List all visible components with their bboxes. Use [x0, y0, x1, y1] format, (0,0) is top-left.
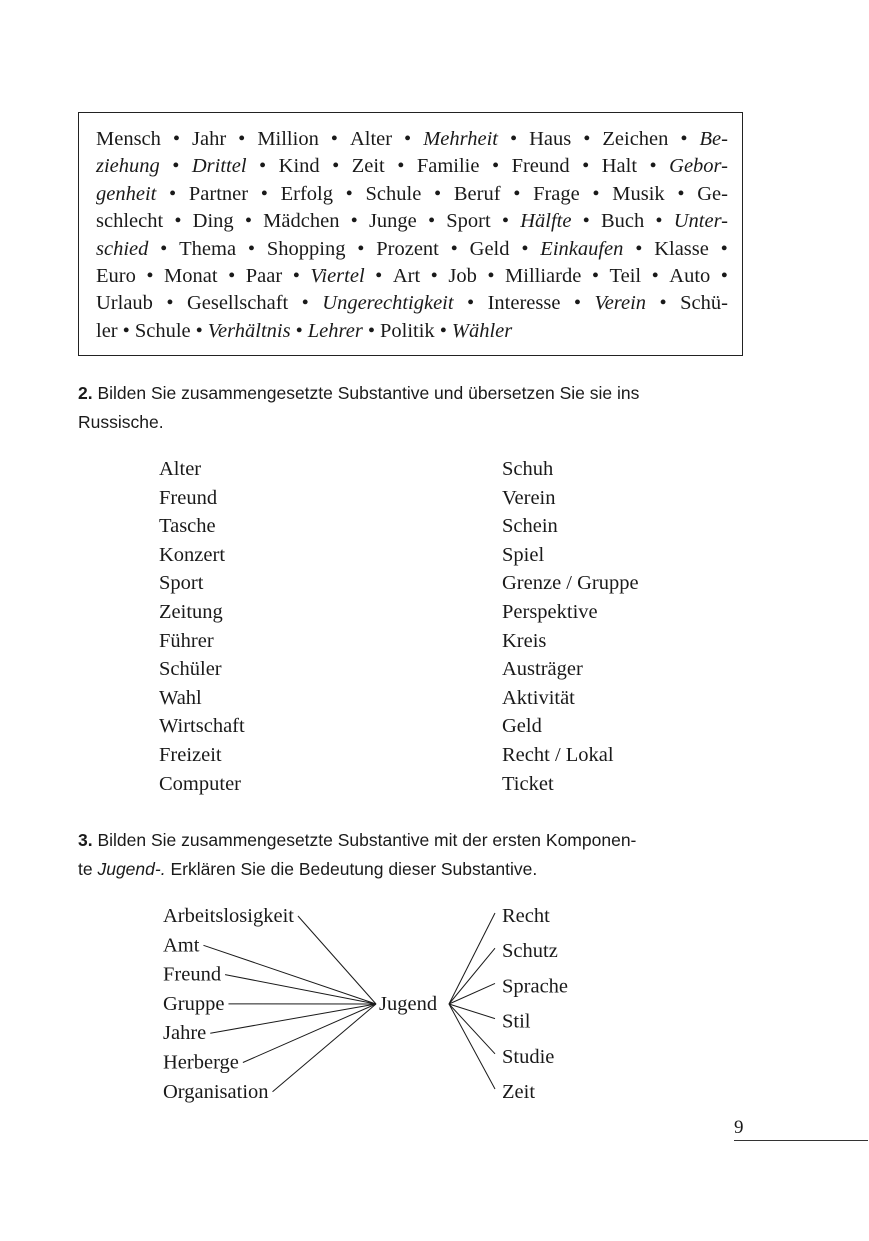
bullet-separator: •: [345, 182, 353, 205]
vocabulary-word: Schü-: [680, 292, 728, 315]
bullet-separator: •: [501, 210, 510, 233]
jugend-left-word: Jahre: [163, 1022, 207, 1045]
bullet-separator: •: [487, 264, 495, 287]
vocabulary-word: Mädchen: [263, 210, 340, 233]
bullet-separator: •: [651, 264, 659, 287]
vocabulary-word: ziehung: [96, 155, 160, 178]
bullet-separator: •: [146, 264, 154, 287]
bullet-separator: •: [244, 210, 253, 233]
bullet-separator: •: [122, 319, 130, 342]
jugend-right-word: Schutz: [502, 940, 558, 963]
task-2-left-word: Computer: [159, 772, 241, 795]
task-2-left-word: Tasche: [159, 515, 216, 538]
bullet-separator: •: [430, 264, 438, 287]
task-2-left-word: Freund: [159, 486, 218, 509]
bullet-separator: •: [397, 155, 405, 178]
bullet-separator: •: [295, 319, 303, 342]
task-2-left-word: Sport: [159, 572, 204, 595]
task-2-left-word: Wahl: [159, 686, 202, 709]
bullet-separator: •: [521, 237, 529, 260]
task-2-right-word: Grenze / Gruppe: [502, 572, 639, 595]
bullet-separator: •: [404, 128, 412, 150]
bullet-separator: •: [367, 319, 375, 342]
task-2-right-word: Geld: [502, 715, 542, 738]
bullet-separator: •: [573, 292, 582, 315]
bullet-separator: •: [649, 155, 657, 178]
jugend-center-word: Jugend: [379, 993, 438, 1015]
bullet-separator: •: [375, 264, 383, 287]
vocabulary-word: Verhältnis: [207, 319, 291, 342]
vocabulary-word: Schule: [365, 182, 422, 205]
bullet-separator: •: [433, 182, 442, 205]
vocabulary-word: Alter: [349, 128, 393, 150]
bullet-separator: •: [330, 128, 338, 150]
bullet-separator: •: [174, 210, 182, 233]
connector-line: [273, 1004, 376, 1092]
vocabulary-word: Euro: [96, 264, 136, 287]
jugend-right-word: Zeit: [502, 1081, 536, 1103]
task-2-text-line1: Bilden Sie zusammengesetzte Substantive und übersetzen Sie sie ins: [97, 383, 640, 403]
task-2-right-word: Austräger: [502, 658, 583, 681]
task-2-right-word: Recht / Lokal: [502, 743, 614, 766]
task-3-text-line1: Bilden Sie zusammengesetzte Substantive mit der ersten Komponen-: [97, 830, 637, 850]
vocabulary-word: Ge-: [697, 182, 728, 205]
vocabulary-word: Prozent: [376, 237, 439, 260]
vocabulary-word: Auto: [669, 264, 711, 287]
jugend-left-word: Organisation: [163, 1080, 269, 1103]
task-2-number: 2.: [78, 383, 93, 403]
vocabulary-word: Teil: [609, 264, 642, 287]
task-2-text-line2: Russische.: [78, 412, 164, 432]
vocabulary-word: Shopping: [266, 237, 346, 260]
vocabulary-word: Million: [257, 128, 319, 150]
vocabulary-word: Zeit: [351, 155, 385, 178]
bullet-separator: •: [238, 128, 246, 150]
bullet-separator: •: [172, 155, 180, 178]
bullet-separator: •: [450, 237, 458, 260]
bullet-separator: •: [427, 210, 436, 233]
vocabulary-word: Job: [448, 264, 477, 287]
jugend-left-word: Herberge: [163, 1051, 239, 1074]
bullet-separator: •: [195, 319, 203, 342]
vocabulary-word: Freund: [511, 155, 570, 178]
jugend-right-word: Stil: [502, 1010, 531, 1033]
bullet-separator: •: [292, 264, 300, 287]
vocabulary-word: schied: [96, 237, 149, 260]
bullet-separator: •: [172, 128, 181, 150]
bullet-separator: •: [228, 264, 236, 287]
bullet-separator: •: [301, 292, 309, 315]
task-2-left-word: Führer: [159, 629, 214, 652]
bullet-separator: •: [635, 237, 643, 260]
vocabulary-word: Gebor-: [669, 155, 728, 178]
bullet-separator: •: [166, 292, 174, 315]
vocabulary-word: Erfolg: [280, 182, 333, 205]
task-2-left-word: Zeitung: [159, 600, 223, 623]
connector-line: [243, 1004, 376, 1063]
vocabulary-word: Buch: [600, 210, 645, 233]
vocabulary-word: Kind: [278, 155, 320, 178]
vocabulary-word: Sport: [446, 210, 491, 233]
bullet-separator: •: [583, 128, 591, 150]
vocabulary-word: genheit: [96, 182, 157, 205]
vocabulary-word: Ding: [192, 210, 234, 233]
connector-line: [449, 983, 495, 1004]
task-2-right-word: Perspektive: [502, 600, 598, 623]
vocabulary-word: Junge: [368, 210, 417, 233]
bullet-separator: •: [491, 155, 500, 178]
bullet-separator: •: [677, 182, 685, 205]
bullet-separator: •: [513, 182, 521, 205]
vocabulary-word: Drittel: [191, 155, 247, 178]
task-2-left-word: Freizeit: [159, 743, 222, 766]
vocabulary-word: Wähler: [451, 319, 513, 342]
bullet-separator: •: [659, 292, 667, 315]
vocabulary-word: Paar: [245, 264, 283, 287]
bullet-separator: •: [582, 210, 590, 233]
task-2-left-word: Schüler: [159, 658, 222, 681]
vocabulary-word: ler: [96, 319, 118, 342]
vocabulary-word: Unter-: [673, 210, 728, 233]
bullet-separator: •: [350, 210, 358, 233]
connector-line: [449, 948, 495, 1004]
vocabulary-word: Halt: [601, 155, 638, 178]
vocabulary-word: Schule: [134, 319, 191, 342]
jugend-left-word: Amt: [163, 934, 200, 957]
vocabulary-word: Partner: [188, 182, 249, 205]
vocabulary-word: Monat: [164, 264, 218, 287]
vocabulary-word: Haus: [529, 128, 572, 150]
jugend-right-word: Recht: [502, 905, 550, 927]
vocabulary-word: Einkaufen: [540, 237, 624, 260]
task-2-right-word: Verein: [502, 486, 556, 509]
bullet-separator: •: [260, 182, 268, 205]
vocabulary-word: Politik: [380, 319, 435, 342]
bullet-separator: •: [592, 182, 600, 205]
jugend-right-word: Sprache: [502, 975, 569, 998]
vocabulary-word: Thema: [179, 237, 237, 260]
task-2-right-word: Kreis: [502, 629, 547, 652]
bullet-separator: •: [680, 128, 688, 150]
vocabulary-word: Interesse: [487, 292, 561, 315]
vocabulary-word: Familie: [416, 155, 480, 178]
vocabulary-word: Mehrheit: [423, 128, 498, 150]
vocabulary-word: Beruf: [453, 182, 501, 205]
vocabulary-word: Ungerechtigkeit: [322, 292, 454, 315]
task-3-text-prefix: te: [78, 859, 98, 879]
connector-line: [449, 913, 495, 1004]
task-2-right-word: Aktivität: [502, 686, 575, 709]
bullet-separator: •: [259, 155, 267, 178]
task-3-component: Jugend-.: [97, 859, 166, 879]
task-2-right-word: Spiel: [502, 543, 545, 566]
vocabulary-word: Viertel: [310, 264, 365, 287]
task-2-right-word: Schein: [502, 515, 558, 538]
jugend-right-word: Studie: [502, 1045, 555, 1068]
vocabulary-word: Urlaub: [96, 292, 153, 315]
task-2-left-word: Alter: [159, 458, 202, 480]
jugend-left-word: Arbeitslosigkeit: [163, 905, 294, 927]
bullet-separator: •: [357, 237, 365, 260]
vocabulary-word: Geld: [469, 237, 510, 260]
bullet-separator: •: [169, 182, 177, 205]
vocabulary-word: Be-: [699, 128, 728, 150]
bullet-separator: •: [160, 237, 168, 260]
vocabulary-word: Mensch: [96, 128, 161, 150]
bullet-separator: •: [720, 264, 728, 287]
task-2-left-word: Wirtschaft: [159, 715, 245, 738]
vocabulary-word: Verein: [594, 292, 647, 315]
vocabulary-word: Hälfte: [520, 210, 572, 233]
vocabulary-word: Gesellschaft: [186, 292, 289, 315]
bullet-separator: •: [509, 128, 518, 150]
page-number-rule: [734, 1140, 868, 1141]
vocabulary-word: Milliarde: [505, 264, 582, 287]
vocabulary-word: schlecht: [96, 210, 164, 233]
bullet-separator: •: [247, 237, 256, 260]
bullet-separator: •: [332, 155, 340, 178]
task-2-left-word: Konzert: [159, 543, 226, 566]
vocabulary-word: Zeichen: [602, 128, 669, 150]
vocabulary-word: Musik: [612, 182, 665, 205]
page-number: 9: [734, 1117, 744, 1138]
bullet-separator: •: [582, 155, 590, 178]
connector-line: [210, 1004, 376, 1033]
vocabulary-word: Frage: [533, 182, 580, 205]
bullet-separator: •: [439, 319, 447, 342]
vocabulary-word: Klasse: [654, 237, 709, 260]
task-3-number: 3.: [78, 830, 93, 850]
bullet-separator: •: [591, 264, 600, 287]
vocabulary-word: Jahr: [192, 128, 227, 150]
jugend-left-word: Freund: [163, 963, 222, 986]
bullet-separator: •: [720, 237, 728, 260]
vocabulary-word: Art: [392, 264, 421, 287]
bullet-separator: •: [655, 210, 663, 233]
vocabulary-word: Lehrer: [307, 319, 363, 342]
task-3-text-suffix: Erklären Sie die Bedeutung dieser Substantive.: [165, 859, 538, 879]
jugend-left-word: Gruppe: [163, 992, 225, 1015]
bullet-separator: •: [466, 292, 475, 315]
task-2-right-word: Schuh: [502, 458, 554, 480]
task-2-right-word: Ticket: [502, 772, 554, 795]
